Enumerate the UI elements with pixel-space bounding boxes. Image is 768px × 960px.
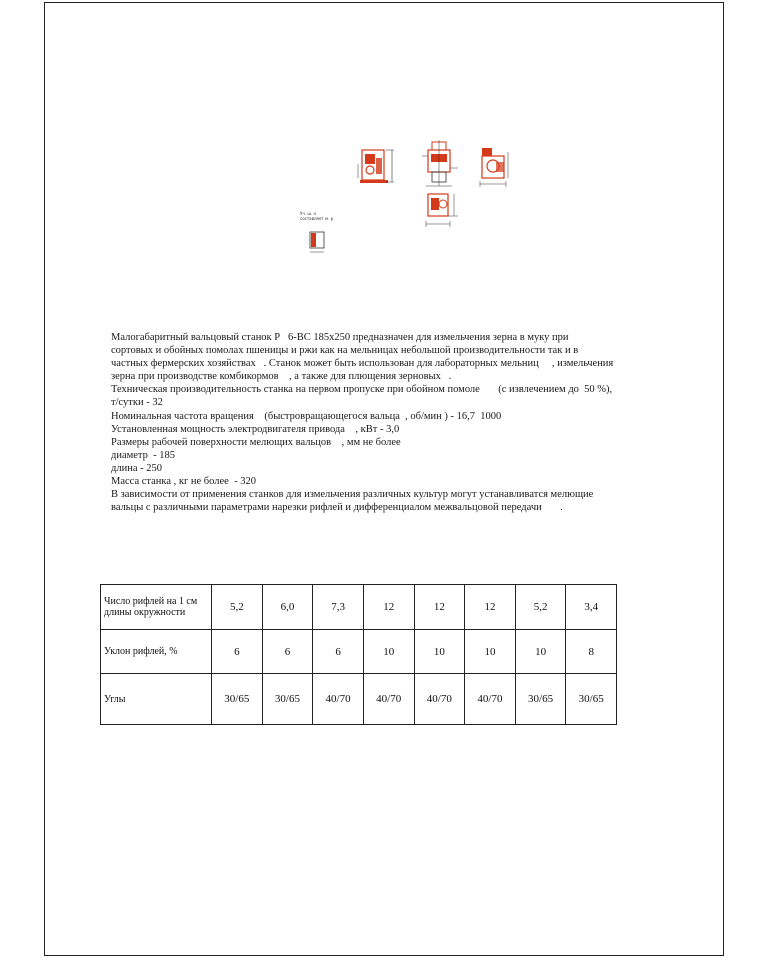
table-cell: 6,0 — [262, 585, 313, 630]
description-line: частных фермерских хозяйствах . Станок может быть использован для лабораторных мельниц , измельчения — [111, 358, 614, 370]
table-cell: 3,4 — [566, 585, 617, 630]
description-line: Масса станка , кг не более - 320 — [111, 476, 256, 488]
table-cell: 30/65 — [515, 674, 566, 725]
table-cell: 6 — [313, 630, 364, 674]
table-cell: 40/70 — [465, 674, 516, 725]
machine-drawing-end-view — [476, 144, 512, 188]
table-cell: 40/70 — [363, 674, 414, 725]
machine-drawing-top-view — [420, 190, 464, 230]
description-line: Техническая производительность станка на первом пропуске при обойном помоле (с извлечением до 50 %), — [111, 384, 613, 396]
description-line: Малогабаритный вальцовый станок Р 6-ВС 185х250 предназначен для измельчения зерна в муку при — [111, 332, 569, 343]
description-line: т/сутки - 32 — [111, 397, 163, 409]
table-cell: 40/70 — [313, 674, 364, 725]
description-line: вальцы с различными параметрами нарезки рифлей и дифференциалом межвальцовой передачи . — [111, 502, 563, 514]
table-cell: 10 — [515, 630, 566, 674]
table-cell: 5,2 — [212, 585, 263, 630]
table-cell: 30/65 — [212, 674, 263, 725]
machine-drawing-front-view — [356, 144, 400, 186]
description-line: длина - 250 — [111, 462, 162, 474]
table-cell: 5,2 — [515, 585, 566, 630]
description-line: Номинальная частота вращения (быстровращающегося вальца , об/мин ) - 16,7 1000 — [111, 410, 502, 422]
table-cell: 30/65 — [262, 674, 313, 725]
row-header: Уклон рифлей, % — [101, 630, 212, 674]
table-cell: 12 — [363, 585, 414, 630]
machine-drawing-scale-view — [306, 228, 328, 256]
table-cell: 10 — [414, 630, 465, 674]
description-line: В зависимости от применения станков для измельчения различных культур могут устанавливатся мелющие — [111, 489, 594, 501]
table-cell: 30/65 — [566, 674, 617, 725]
table-cell: 6 — [262, 630, 313, 674]
table-cell: 10 — [465, 630, 516, 674]
description-line: диаметр - 185 — [111, 449, 176, 461]
table-cell: 12 — [414, 585, 465, 630]
table-row — [101, 585, 617, 630]
drawing-note-label: Уч. ш. н составляет м. р — [300, 211, 334, 221]
description-line: Размеры рабочей поверхности мелющих вальцов , мм не более — [111, 436, 401, 448]
description-line: Установленная мощность электродвигателя привода , кВт - 3,0 — [111, 423, 400, 435]
table-cell: 40/70 — [414, 674, 465, 725]
roller-specs-table — [100, 584, 617, 725]
machine-description — [111, 331, 671, 514]
description-line: сортовых и обойных помолах пшеницы и ржи как на мельницах небольшой производительности так и в — [111, 345, 579, 357]
table-cell: 12 — [465, 585, 516, 630]
row-header: Углы — [101, 674, 212, 725]
table-cell: 10 — [363, 630, 414, 674]
table-cell: 8 — [566, 630, 617, 674]
table-cell: 6 — [212, 630, 263, 674]
row-header: Число рифлей на 1 см длины окружности — [101, 585, 212, 630]
table-cell: 7,3 — [313, 585, 364, 630]
table-row — [101, 674, 617, 725]
table-row — [101, 630, 617, 674]
machine-drawing-side-view — [418, 138, 460, 192]
description-line: зерна при производстве комбикормов , а также для плющения зерновых . — [111, 371, 452, 383]
